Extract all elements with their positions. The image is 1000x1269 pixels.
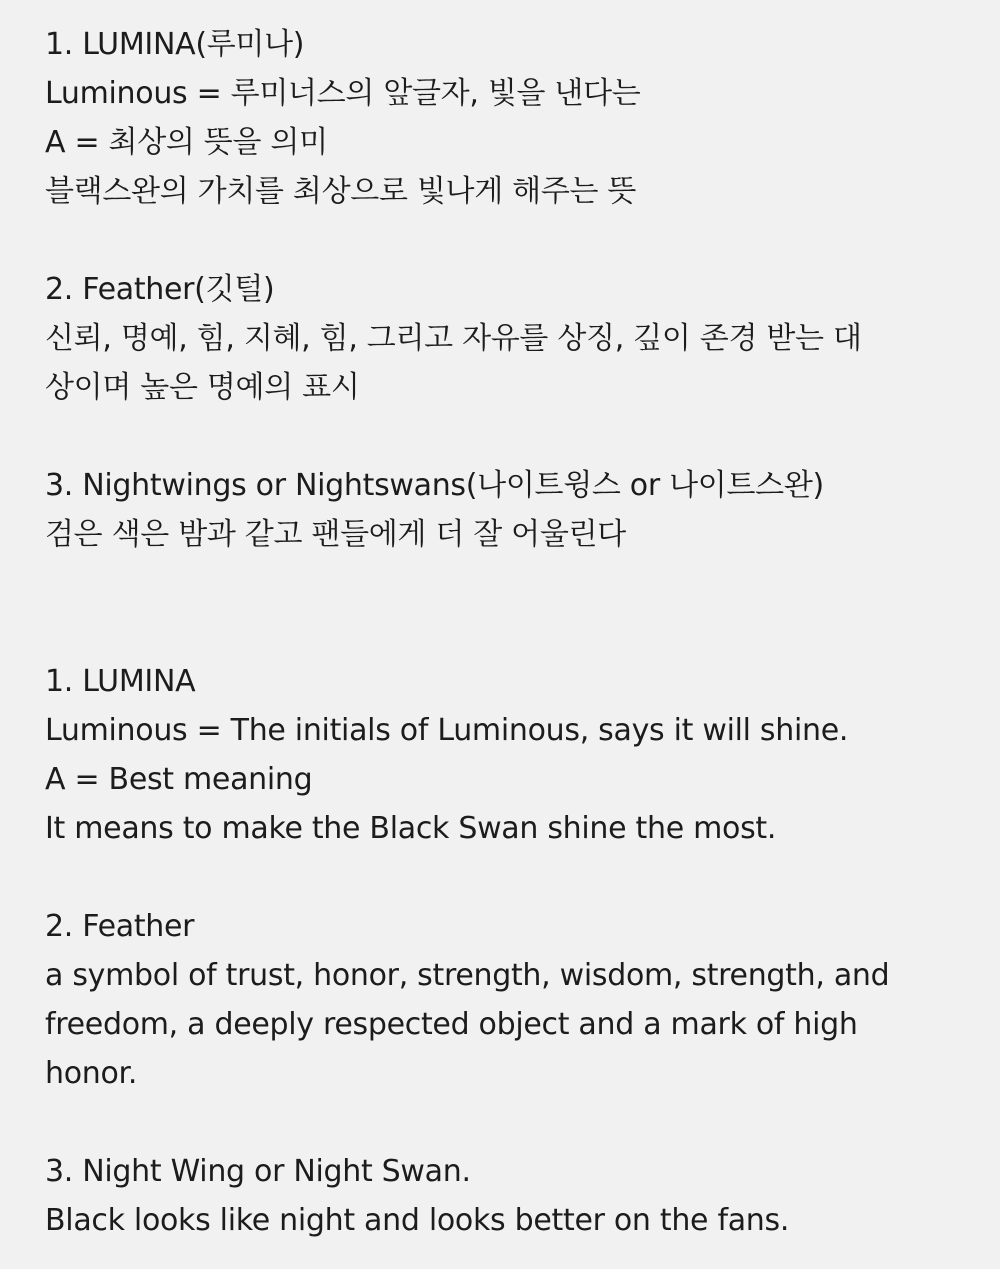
korean-section3-title: 3. Nightwings or Nightswans(나이트윙스 or 나이트스완) [45,468,824,503]
korean-section1-title: 1. LUMINA(루미나) [45,27,305,62]
english-section2-line: honor. [45,1056,138,1091]
english-section1-title: 1. LUMINA [45,664,196,699]
korean-section1-line: 블랙스완의 가치를 최상으로 빛나게 해주는 뜻 [45,174,637,209]
english-section3-title: 3. Night Wing or Night Swan. [45,1154,471,1189]
english-section2-line: a symbol of trust, honor, strength, wisdom, strength, and [45,958,890,993]
korean-section3-line: 검은 색은 밤과 같고 팬들에게 더 잘 어울린다 [45,517,626,552]
english-section1-line: It means to make the Black Swan shine the most. [45,811,777,846]
spacer [45,1098,955,1147]
english-section2-title: 2. Feather [45,909,195,944]
spacer [45,559,955,657]
english-section1-line: A = Best meaning [45,762,313,797]
english-section3-line: Black looks like night and looks better on the fans. [45,1203,790,1238]
spacer [45,412,955,461]
korean-section2-line: 상이며 높은 명예의 표시 [45,370,360,405]
korean-section1-line: Luminous = 루미너스의 앞글자, 빛을 낸다는 [45,76,641,111]
korean-section2-title: 2. Feather(깃털) [45,272,275,307]
english-section2-line: freedom, a deeply respected object and a mark of high [45,1007,858,1042]
spacer [45,216,955,265]
korean-section1-line: A = 최상의 뜻을 의미 [45,125,328,160]
english-section1-line: Luminous = The initials of Luminous, says it will shine. [45,713,849,748]
spacer [45,853,955,902]
korean-section2-line: 신뢰, 명예, 힘, 지혜, 힘, 그리고 자유를 상징, 깊이 존경 받는 대 [45,321,862,356]
